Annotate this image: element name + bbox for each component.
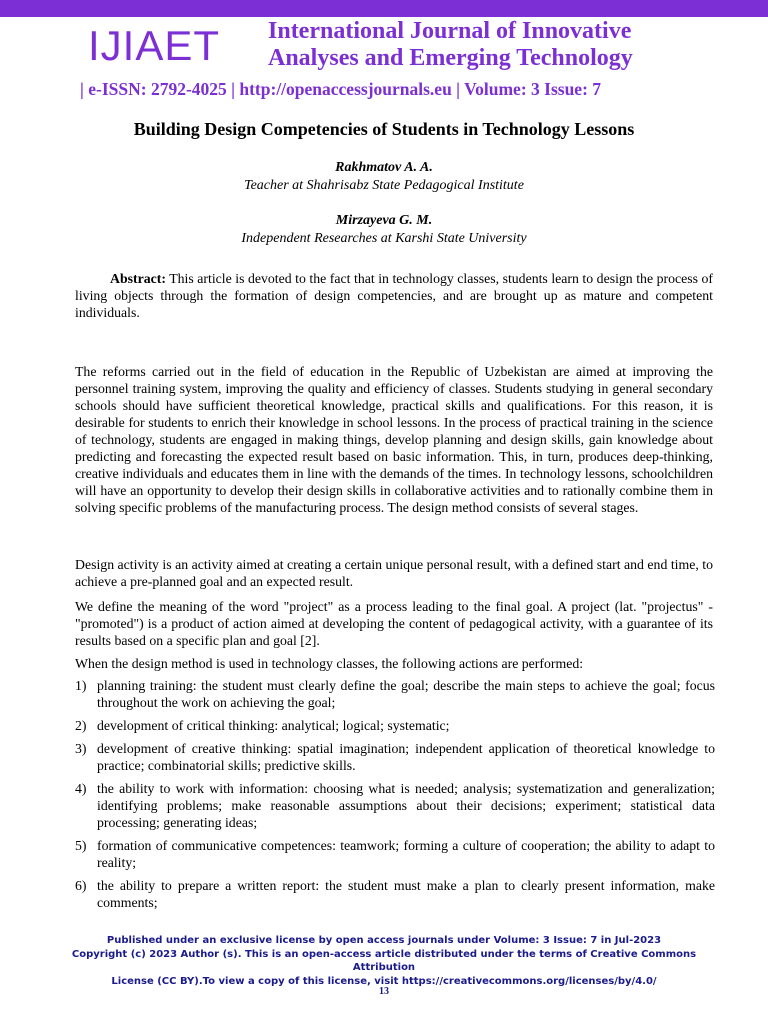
list-number: 5) — [75, 838, 87, 853]
abstract — [75, 270, 713, 321]
list-number: 3) — [75, 741, 87, 756]
journal-title-line2: Analyses and Emerging Technology — [268, 45, 633, 71]
footer-line: Copyright (c) 2023 Author (s). This is an open-access article distributed under the terms of Creative Commons Attribution — [71, 948, 697, 973]
list-number: 2) — [75, 718, 87, 733]
list-item — [75, 740, 715, 774]
footer-line: License (CC BY).To view a copy of this license, visit https://creativecommons.org/licenses/by/4.0/ — [111, 975, 657, 987]
paper-title: Building Design Competencies of Students in Technology Lessons — [133, 119, 635, 139]
journal-logo: IJIAET — [88, 22, 221, 69]
list-number: 1) — [75, 678, 87, 693]
action-list — [75, 677, 715, 917]
list-number: 4) — [75, 781, 87, 796]
list-text: development of critical thinking: analytical; logical; systematic; — [97, 718, 450, 733]
author-affiliation: Independent Researches at Karshi State University — [241, 231, 527, 246]
list-text: formation of communicative competences: teamwork; forming a culture of cooperation; the ability to adapt to reality; — [97, 838, 715, 870]
header-accent-bar — [0, 0, 768, 17]
author-2 — [0, 213, 768, 247]
list-text: the ability to work with information: choosing what is needed; analysis; systematization and generalization; identifying problems; make reasonable assumptions about their decisions; experiment; statistical data processing; generating ideas; — [97, 781, 715, 830]
body-paragraph: We define the meaning of the word "project" as a process leading to the final goal. A project (lat. "projectus" - "promoted") is a product of action aimed at developing the content of pedagogical activity, with a guarantee of its results based on a specific plan and goal [2]. — [75, 599, 713, 648]
footer-line: Published under an exclusive license by open access journals under Volume: 3 Issue: 7 in Jul-2023 — [106, 935, 662, 946]
abstract-text: This article is devoted to the fact that in technology classes, students learn to design the process of living objects through the formation of design competencies, and are brought up as mature and competent individuals. — [75, 271, 713, 320]
list-number: 6) — [75, 878, 87, 893]
journal-title — [268, 18, 688, 72]
body-paragraph: When the design method is used in technology classes, the following actions are performed: — [75, 656, 584, 671]
author-name: Rakhmatov A. A. — [335, 160, 433, 175]
page-number: 13 — [379, 986, 389, 997]
list-item — [75, 837, 715, 871]
journal-title-line1: International Journal of Innovative — [268, 18, 632, 44]
list-text: development of creative thinking: spatial imagination; independent application of theoretical knowledge to practice; combinatorial skills; predictive skills. — [97, 741, 715, 773]
list-item — [75, 877, 715, 911]
abstract-label: Abstract: — [110, 271, 166, 286]
body-paragraph: The reforms carried out in the field of education in the Republic of Uzbekistan are aimed at improving the personnel training system, improving the quality and efficiency of classes. Students studying in general secondary schools should have sufficient theoretical knowledge, practical skills and qualifications. For this reason, it is desirable for students to enrich their knowledge in school lessons. In the process of practical training in the science of technology, students are engaged in making things, develop planning and design skills, gain knowledge about predicting and forecasting the expected result based on basic information. This, in turn, produces deep-thinking, creative individuals and educates them in line with the demands of the times. In technology lessons, schoolchildren will have an opportunity to develop their design skills in collaborative activities and to rationally combine them in solving specific problems of the manufacturing process. The design method consists of several stages. — [75, 364, 713, 515]
list-text: planning training: the student must clearly define the goal; describe the main steps to achieve the goal; focus throughout the work on achieving the goal; — [97, 678, 715, 710]
author-1 — [0, 160, 768, 194]
list-item — [75, 780, 715, 831]
author-affiliation: Teacher at Shahrisabz State Pedagogical Institute — [244, 178, 524, 193]
list-item — [75, 717, 715, 734]
issn-line: | e-ISSN: 2792-4025 | http://openaccessjournals.eu | Volume: 3 Issue: 7 — [80, 79, 602, 99]
body-paragraph: Design activity is an activity aimed at creating a certain unique personal result, with a defined start and end time, to achieve a pre-planned goal and an expected result. — [75, 557, 713, 589]
license-footer — [40, 934, 728, 988]
list-item — [75, 677, 715, 711]
list-text: the ability to prepare a written report: the student must make a plan to clearly present information, make comments; — [97, 878, 715, 910]
author-name: Mirzayeva G. M. — [335, 213, 433, 228]
